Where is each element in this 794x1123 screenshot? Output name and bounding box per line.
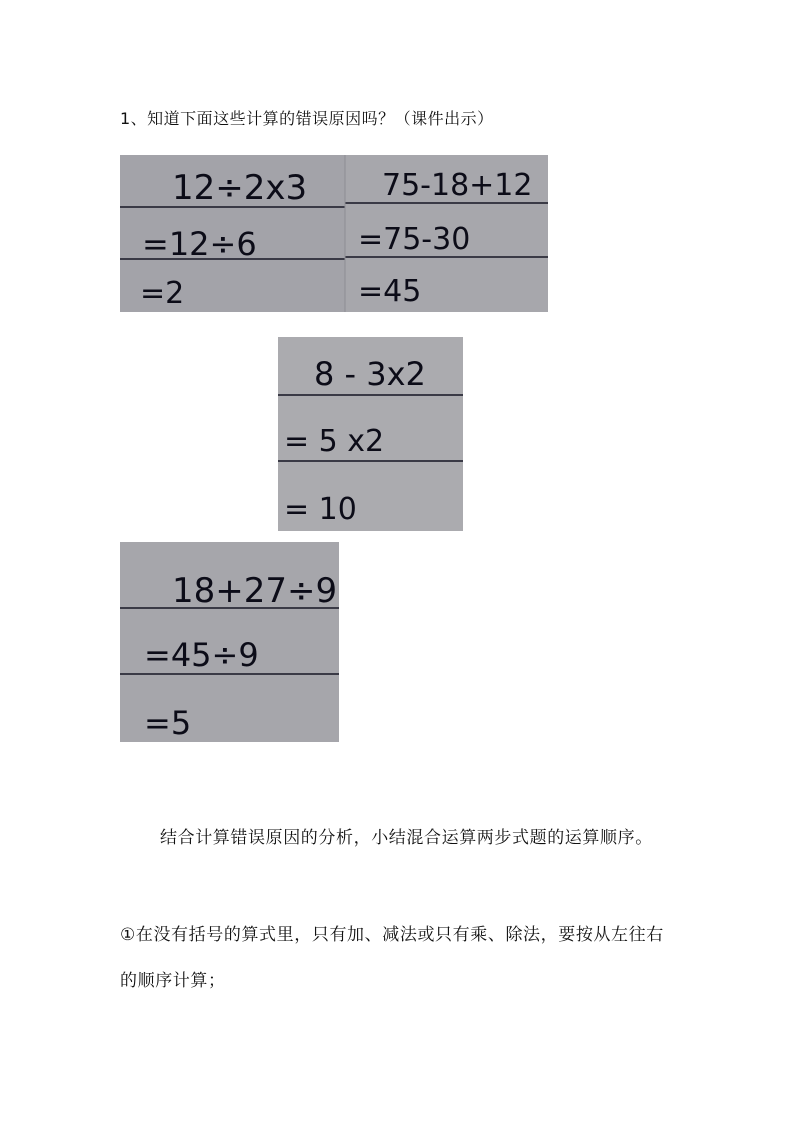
worksheet-3-step2: = 10 xyxy=(284,492,357,527)
worksheet-3-expression: 8 - 3x2 xyxy=(314,355,426,393)
worksheet-1-step2: =2 xyxy=(140,276,185,311)
rule-1: ①在没有括号的算式里，只有加、减法或只有乘、除法，要按从左往右的顺序计算； xyxy=(120,925,664,991)
worksheet-3-step1: = 5 x2 xyxy=(284,424,385,459)
worksheet-4-step1: =45÷9 xyxy=(144,636,259,674)
worksheet-1-expression: 12÷2x3 xyxy=(172,168,308,208)
worksheet-photo-1 xyxy=(120,155,548,312)
worksheet-2-expression: 75-18+12 xyxy=(382,168,533,203)
worksheet-2-step1: =75-30 xyxy=(358,222,471,257)
worksheet-4-step2: =5 xyxy=(144,704,192,742)
summary-paragraph: 结合计算错误原因的分析，小结混合运算两步式题的运算顺序。 xyxy=(160,828,653,848)
worksheet-photo-3 xyxy=(120,542,339,742)
question-title: 1、知道下面这些计算的错误原因吗？（课件出示） xyxy=(120,109,494,128)
worksheet-4-expression: 18+27÷9 xyxy=(172,571,338,611)
worksheet-2-step2: =45 xyxy=(358,274,422,309)
worksheet-1-step1: =12÷6 xyxy=(142,225,257,263)
worksheet-photo-2 xyxy=(278,337,463,531)
